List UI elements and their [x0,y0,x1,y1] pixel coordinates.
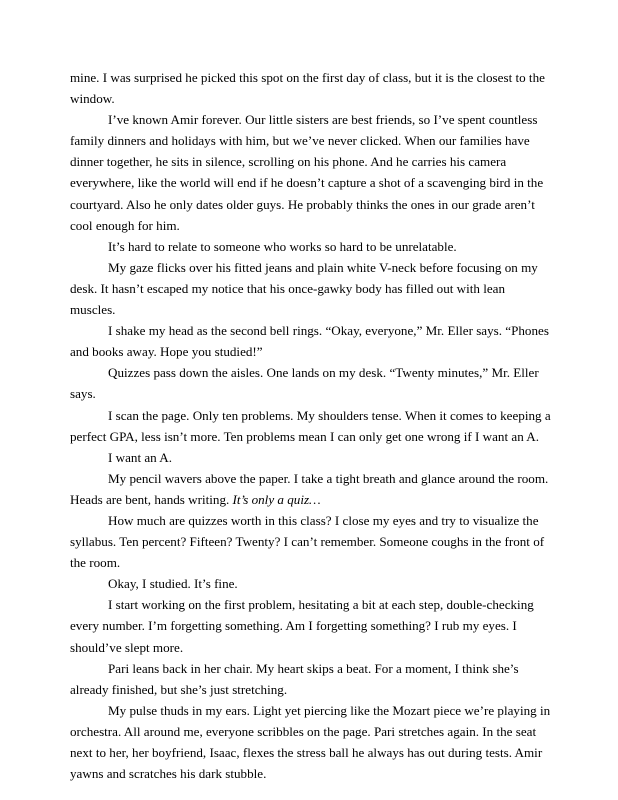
paragraph-7: I scan the page. Only ten problems. My shoulders tense. When it comes to keeping a perfect GPA, less isn’t more. Ten problems mean I can only get one wrong if I want an A. [70,407,551,444]
paragraph-9 [70,468,552,510]
paragraph-9-text: My pencil wavers above the paper. I take a tight breath and glance around the room. Heads are bent, hands writing. [70,470,549,507]
paragraph-10: How much are quizzes worth in this class? I close my eyes and try to visualize the syllabus. Ten percent? Fifteen? Twenty? I can’t remember. Someone coughs in the front of the room. [70,512,545,571]
paragraph-13: Pari leans back in her chair. My heart skips a beat. For a moment, I think she’s already finished, but she’s just stretching. [70,660,519,697]
paragraph-5: I shake my head as the second bell rings. “Okay, everyone,” Mr. Eller says. “Phones and books away. Hope you studied!” [70,323,549,360]
paragraph-1: mine. I was surprised he picked this spot on the first day of class, but it is the closest to the window. [70,70,545,107]
paragraph-12: I start working on the first problem, hesitating a bit at each step, double-checking every number. I’m forgetting something. Am I forgetting something? I rub my eyes. I should’ve slept more. [70,597,534,655]
paragraph-6: Quizzes pass down the aisles. One lands on my desk. “Twenty minutes,” Mr. Eller says. [70,365,539,402]
paragraph-11: Okay, I studied. It’s fine. [108,576,238,592]
paragraph-2: I’ve known Amir forever. Our little sisters are best friends, so I’ve spent countless family dinners and holidays with him, but we’ve never clicked. When our families have dinner together, he sits in silence, scrolling on his phone. And he carries his camera everywhere, like the world will end if he doesn’t capture a shot of a scavenging bird in the courtyard. Also he only dates older guys. He probably thinks the ones in our grade aren’t cool enough for him. [70,112,544,233]
paragraph-9-italic: It’s only a quiz… [232,491,321,507]
paragraph-14: My pulse thuds in my ears. Light yet piercing like the Mozart piece we’re playing in orchestra. All around me, everyone scribbles on the page. Pari stretches again. In the seat next to her, her boyfriend, Isaac, flexes the stress ball he always has out during tests. Amir yawns and scratches his dark stubble. [70,702,551,782]
paragraph-8: I want an A. [108,449,172,465]
paragraph-3: It’s hard to relate to someone who works so hard to be unrelatable. [108,238,457,254]
paragraph-4: My gaze flicks over his fitted jeans and plain white V-neck before focusing on my desk. It hasn’t escaped my notice that his once-gawky body has filled out with lean muscles. [70,259,538,318]
body-text [70,67,552,784]
